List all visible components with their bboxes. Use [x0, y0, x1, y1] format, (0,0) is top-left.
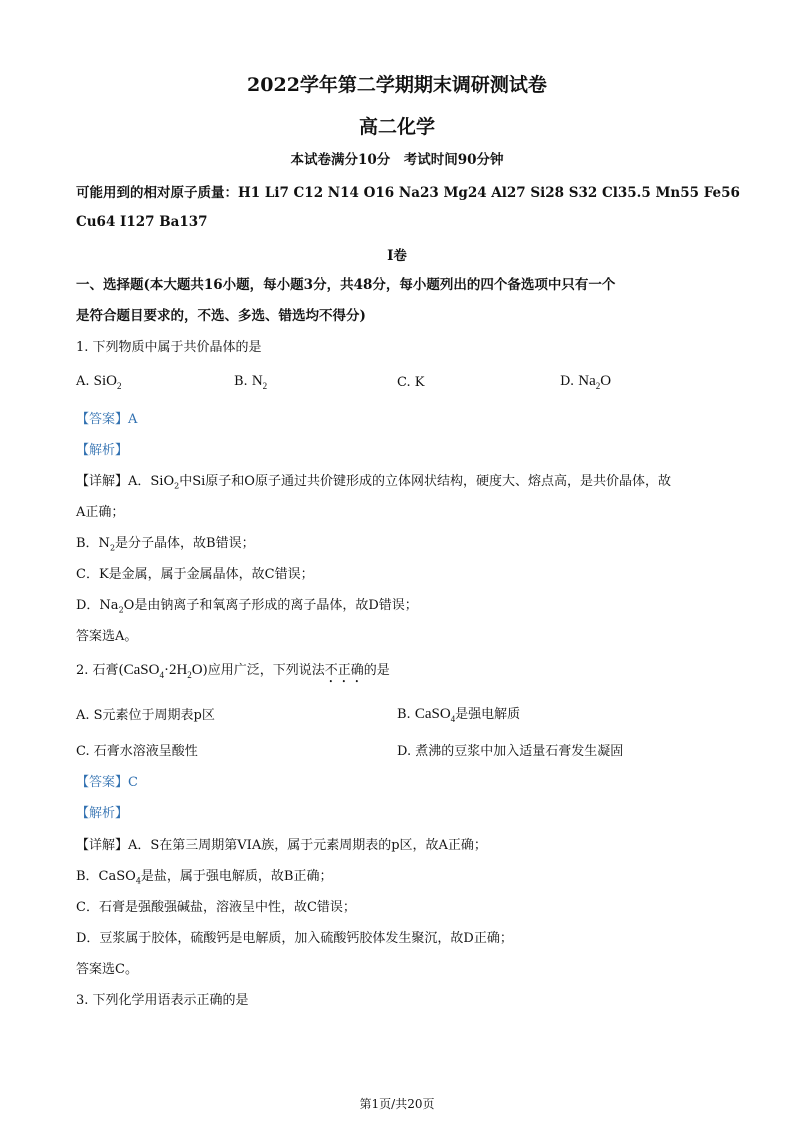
section-instruction-2: 是符合题目要求的，不选、多选、错选均不得分)	[76, 308, 366, 324]
exam-title: 2022学年第二学期期末调研测试卷	[247, 74, 547, 96]
volume-heading: I卷	[387, 248, 407, 264]
atomic-mass-line-1: 可能用到的相对原子质量：H1 Li7 C12 N14 O16 Na23 Mg24 Al27 Si28 S32 Cl35.5 Mn55 Fe56	[76, 185, 740, 201]
question-2-detail-line-2: B．CaSO$_4$是盐，属于强电解质，故B正确；	[76, 869, 333, 886]
question-1-option-b: B. $N_2$	[234, 373, 268, 391]
question-1-detail-line-2: A正确；	[76, 505, 125, 520]
question-1-detail-line-5: D．$Na_2O$是由钠离子和氧离子形成的离子晶体，故D错误；	[76, 598, 418, 615]
question-2-option-b: B. CaSO$_4$是强电解质	[397, 706, 521, 724]
question-1-detail-line-1: 【详解】A．SiO$_2$中Si原子和O原子通过共价键形成的立体网状结构，硬度大、熔点高，是共价晶体，故	[76, 474, 671, 491]
exam-info: 本试卷满分10分 考试时间90分钟	[290, 152, 504, 168]
page-number: 第1页/共20页	[359, 1097, 435, 1111]
question-2-option-a: A. S元素位于周期表p区	[76, 708, 215, 723]
section-instruction-1: 一、选择题(本大题共16小题，每小题3分，共48分，每小题列出的四个备选项中只有一个	[76, 277, 616, 293]
question-1-option-d: D. $Na_2O$	[560, 373, 612, 391]
question-2-conclusion: 答案选C。	[76, 962, 138, 977]
question-1-option-a: A. SiO$_2$	[76, 373, 122, 391]
question-2-detail-line-4: D．豆浆属于胶体，硫酸钙是电解质，加入硫酸钙胶体发生聚沉，故D正确；	[76, 931, 513, 946]
question-2-analysis-label: 【解析】	[76, 806, 129, 821]
question-1-detail-line-3: B．$N_2$是分子晶体，故B错误；	[76, 536, 255, 553]
question-1-detail-line-4: C．K是金属，属于金属晶体，故C错误；	[76, 567, 314, 582]
question-2-option-c: C. 石膏水溶液呈酸性	[76, 744, 198, 759]
question-2-stem: 2. 石膏$(CaSO_4\cdot 2H_2O)$应用广泛，下列说法不正确的是	[76, 662, 390, 680]
question-1-analysis-label: 【解析】	[76, 443, 129, 458]
question-2-option-d: D. 煮沸的豆浆中加入适量石膏发生凝固	[397, 744, 624, 759]
subject-title: 高二化学	[358, 116, 435, 138]
question-1-conclusion: 答案选A。	[76, 629, 138, 644]
question-1-option-c: C. K	[397, 375, 425, 390]
atomic-mass-line-2: Cu64 I127 Ba137	[76, 214, 208, 230]
question-2-answer: 【答案】C	[76, 775, 138, 790]
question-2-detail-line-1: 【详解】A．S在第三周期第VIA族，属于元素周期表的p区，故A正确；	[76, 838, 487, 853]
question-3-stem: 3. 下列化学用语表示正确的是	[76, 993, 249, 1008]
question-1-answer: 【答案】A	[76, 412, 138, 427]
question-2-detail-line-3: C．石膏是强酸强碱盐，溶液呈中性，故C错误；	[76, 900, 356, 915]
question-1-stem: 1. 下列物质中属于共价晶体的是	[76, 340, 262, 355]
